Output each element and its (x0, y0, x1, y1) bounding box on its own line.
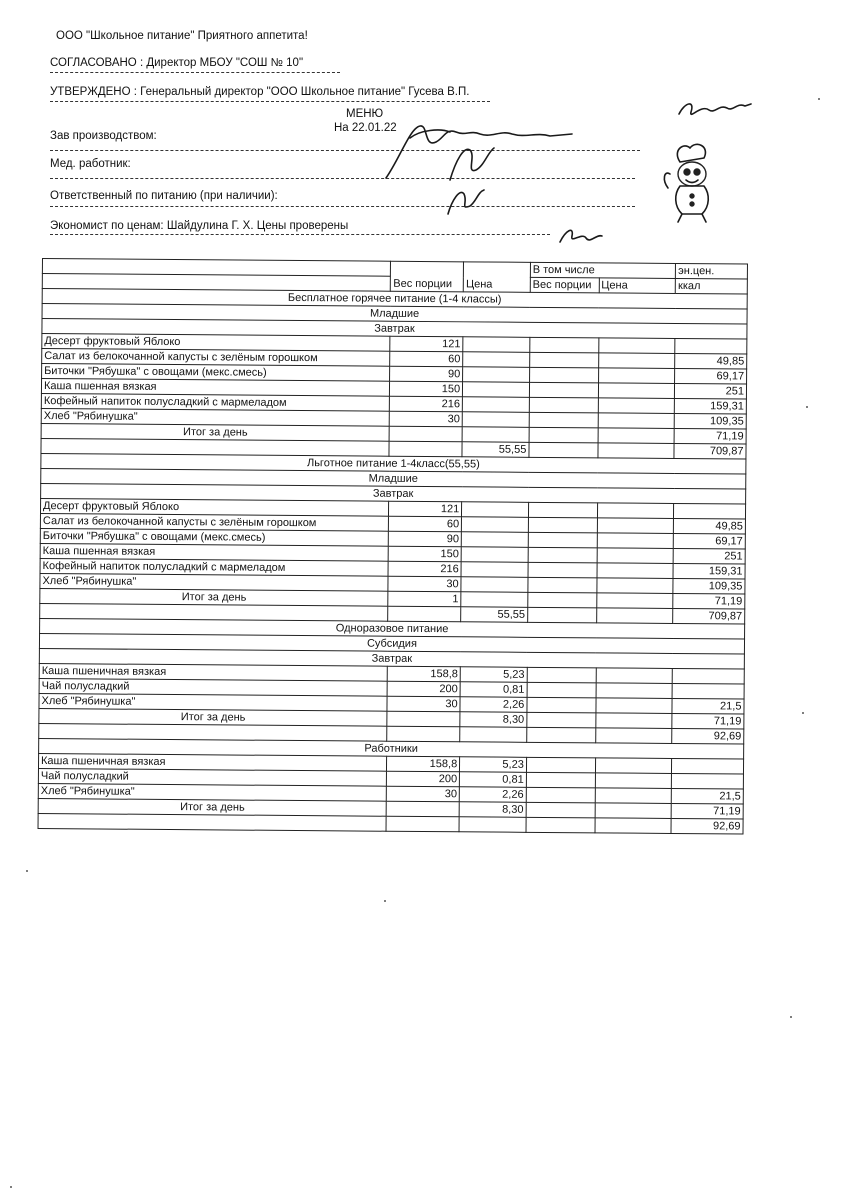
col-incl-header: В том числе (530, 262, 676, 278)
kcal-value: 159,31 (675, 398, 747, 414)
scan-speck (806, 406, 808, 408)
kcal-value (672, 758, 744, 774)
portion-weight: 200 (388, 681, 461, 697)
portion-weight: 121 (390, 336, 463, 352)
kcal-value: 71,19 (671, 803, 743, 819)
section-title: Младшие (42, 304, 747, 325)
incl-price (595, 728, 672, 744)
incl-weight (526, 757, 595, 773)
kcal-value (674, 503, 746, 519)
menu-table (38, 258, 748, 835)
portion-weight: 90 (390, 366, 463, 382)
section-title: Льготное питание 1-4класс(55,55) (41, 453, 746, 474)
kcal-value: 709,87 (673, 608, 745, 624)
company-line: ООО "Школьное питание" Приятного аппетита! (56, 30, 308, 42)
incl-weight (527, 682, 596, 698)
kcal-value: 92,69 (671, 818, 743, 834)
incl-price (595, 758, 672, 774)
incl-weight (529, 427, 598, 443)
dish-name: Салат из белокочанной капусты с зелёным горошком (42, 349, 391, 367)
scan-speck (10, 1186, 12, 1188)
production-head-label: Зав производством: (50, 130, 157, 142)
portion-weight (387, 801, 460, 817)
kcal-value: 92,69 (672, 728, 744, 744)
col-weight-header: Вес порции (391, 261, 464, 292)
incl-price (598, 383, 675, 399)
price-value (463, 352, 530, 368)
incl-price (598, 338, 675, 354)
incl-price (596, 608, 673, 624)
responsible-label: Ответственный по питанию (при наличии): (50, 190, 278, 202)
incl-price (595, 713, 672, 729)
incl-price (595, 788, 672, 804)
incl-weight (530, 337, 599, 353)
dish-name: Каша пшеничная вязкая (39, 663, 388, 681)
incl-weight (528, 562, 597, 578)
dish-name: Чай полусладкий (39, 678, 388, 696)
incl-weight (526, 772, 595, 788)
incl-weight (528, 502, 597, 518)
signature-responsible (440, 180, 490, 220)
section-title: Завтрак (39, 648, 744, 669)
dish-name: Чай полусладкий (38, 768, 387, 786)
section-title: Завтрак (41, 483, 746, 504)
incl-weight (529, 352, 598, 368)
incl-weight (529, 397, 598, 413)
incl-weight (527, 697, 596, 713)
incl-price (597, 533, 674, 549)
incl-weight (528, 517, 597, 533)
kcal-value: 21,5 (671, 788, 743, 804)
dish-name: Каша пшенная вязкая (40, 543, 389, 561)
incl-weight (528, 532, 597, 548)
price-value (461, 547, 528, 563)
price-value: 5,23 (460, 757, 527, 773)
portion-weight: 150 (389, 546, 462, 562)
incl-price (597, 503, 674, 519)
chef-mascot-icon (660, 140, 720, 225)
dish-name: Десерт фруктовый Яблоко (40, 498, 389, 516)
incl-price (598, 368, 675, 384)
scan-speck (790, 1016, 792, 1018)
portion-weight (388, 606, 461, 622)
portion-weight: 158,8 (387, 756, 460, 772)
incl-price (595, 698, 672, 714)
price-value: 55,55 (461, 607, 528, 623)
kcal-value: 49,85 (675, 353, 747, 369)
kcal-value (672, 773, 744, 789)
signature-director (675, 96, 755, 126)
dish-name: Десерт фруктовый Яблоко (42, 334, 391, 352)
price-value (463, 382, 530, 398)
responsible-underline (50, 206, 635, 207)
price-value (461, 592, 528, 608)
kcal-value: 251 (673, 548, 745, 564)
section-title: Младшие (41, 468, 746, 489)
section-title: Бесплатное горячее питание (1-4 классы) (42, 289, 747, 310)
section-title: Работники (39, 738, 744, 759)
incl-price (596, 683, 673, 699)
kcal-value (672, 668, 744, 684)
incl-price (598, 428, 675, 444)
portion-weight: 1 (388, 591, 461, 607)
dish-name: Кофейный напиток полусладкий с мармеладом (40, 558, 389, 576)
incl-price (595, 803, 672, 819)
col-incl-price-header: Цена (599, 278, 676, 294)
dish-name: Биточки "Рябушка" с овощами (мекс.смесь) (42, 364, 391, 382)
kcal-value: 109,35 (673, 578, 745, 594)
price-value: 8,30 (459, 802, 526, 818)
portion-weight: 60 (389, 516, 462, 532)
price-value: 0,81 (460, 682, 527, 698)
price-value (460, 727, 527, 743)
dish-name: Хлеб "Рябинушка" (41, 408, 390, 426)
dish-name: Каша пшенная вязкая (41, 379, 390, 397)
price-value: 55,55 (462, 442, 529, 458)
medic-label: Мед. работник: (50, 158, 131, 170)
scan-speck (802, 712, 804, 714)
dish-name: Хлеб "Рябинушка" (39, 693, 388, 711)
portion-weight: 200 (387, 771, 460, 787)
dish-name: Хлеб "Рябинушка" (38, 783, 387, 801)
incl-weight (529, 367, 598, 383)
price-value (461, 562, 528, 578)
price-value (463, 337, 530, 353)
portion-weight (386, 816, 459, 832)
portion-weight: 216 (390, 396, 463, 412)
dish-name: Биточки "Рябушка" с овощами (мекс.смесь) (40, 528, 389, 546)
price-value: 2,26 (460, 697, 527, 713)
price-value: 0,81 (460, 772, 527, 788)
portion-weight (387, 726, 460, 742)
price-value (462, 517, 529, 533)
price-value (462, 502, 529, 518)
col-kcal-header-2: ккал (675, 278, 747, 294)
total-label: Итог за день (41, 423, 390, 441)
total-label: Итог за день (39, 708, 388, 726)
kcal-value: 71,19 (672, 713, 744, 729)
kcal-value: 69,17 (675, 368, 747, 384)
price-value (463, 367, 530, 383)
incl-price (598, 413, 675, 429)
price-value: 5,23 (460, 667, 527, 683)
portion-weight: 30 (387, 696, 460, 712)
portion-weight (387, 711, 460, 727)
price-value: 8,30 (460, 712, 527, 728)
incl-weight (529, 382, 598, 398)
kcal-value (675, 338, 747, 354)
col-price-header: Цена (463, 262, 530, 293)
dish-name: Кофейный напиток полусладкий с мармеладом (41, 393, 390, 411)
incl-weight (528, 592, 597, 608)
incl-weight (529, 442, 598, 458)
signature-economist (556, 222, 606, 250)
menu-title: МЕНЮ (346, 108, 384, 120)
kcal-value: 709,87 (674, 443, 746, 459)
col-incl-weight-header: Вес порции (530, 277, 599, 293)
incl-weight (529, 412, 598, 428)
total-label: Итог за день (38, 798, 387, 816)
portion-weight: 158,8 (388, 666, 461, 682)
incl-price (595, 773, 672, 789)
scan-speck (26, 870, 28, 872)
section-title: Субсидия (39, 633, 744, 654)
incl-price (597, 548, 674, 564)
dish-name: Хлеб "Рябинушка" (40, 573, 389, 591)
menu-date: На 22.01.22 (334, 122, 397, 134)
incl-weight (527, 727, 596, 743)
kcal-value: 71,19 (674, 428, 746, 444)
kcal-value: 49,85 (674, 518, 746, 534)
incl-weight (528, 577, 597, 593)
incl-weight (526, 787, 595, 803)
approved-line: УТВЕРЖДЕНО : Генеральный директор "ООО Школьное питание" Гусева В.П. (50, 86, 470, 98)
agreed-underline (50, 72, 340, 73)
incl-weight (527, 667, 596, 683)
portion-weight (389, 441, 462, 457)
kcal-value: 251 (675, 383, 747, 399)
incl-weight (526, 802, 595, 818)
incl-weight (526, 817, 595, 833)
incl-weight (527, 712, 596, 728)
incl-price (597, 443, 674, 459)
kcal-value: 159,31 (673, 563, 745, 579)
incl-weight (527, 607, 596, 623)
price-value (462, 397, 529, 413)
section-title: Одноразовое питание (40, 618, 745, 639)
incl-price (598, 398, 675, 414)
section-title: Завтрак (42, 319, 747, 340)
portion-weight: 30 (387, 786, 460, 802)
incl-price (596, 578, 673, 594)
portion-weight: 90 (389, 531, 462, 547)
price-value (462, 412, 529, 428)
portion-weight: 121 (389, 501, 462, 517)
incl-price (597, 518, 674, 534)
incl-price (598, 353, 675, 369)
portion-weight (390, 426, 463, 442)
kcal-value: 109,35 (674, 413, 746, 429)
price-value: 2,26 (459, 787, 526, 803)
dish-name (38, 813, 387, 831)
price-value (461, 532, 528, 548)
portion-weight: 30 (388, 576, 461, 592)
approved-underline (50, 101, 490, 102)
portion-weight: 216 (388, 561, 461, 577)
price-value (461, 577, 528, 593)
scan-speck (818, 98, 820, 100)
incl-price (596, 668, 673, 684)
portion-weight: 150 (390, 381, 463, 397)
kcal-value (672, 683, 744, 699)
incl-price (597, 563, 674, 579)
signature-medic (440, 140, 500, 185)
kcal-value: 69,17 (673, 533, 745, 549)
dish-name: Каша пшеничная вязкая (38, 753, 387, 771)
col-kcal-header-1: эн.цен. (676, 263, 748, 279)
economist-label: Экономист по ценам: Шайдулина Г. Х. Цены проверены (50, 220, 349, 232)
price-value (459, 817, 526, 833)
agreed-line: СОГЛАСОВАНО : Директор МБОУ "СОШ № 10" (50, 57, 304, 69)
dish-name: Салат из белокочанной капусты с зелёным горошком (40, 513, 389, 531)
kcal-value: 71,19 (673, 593, 745, 609)
portion-weight: 30 (390, 411, 463, 427)
total-label: Итог за день (40, 588, 389, 606)
kcal-value: 21,5 (672, 698, 744, 714)
price-value (462, 427, 529, 443)
scan-speck (384, 900, 386, 902)
incl-price (595, 818, 672, 834)
portion-weight: 60 (390, 351, 463, 367)
economist-underline (50, 234, 550, 235)
incl-weight (528, 547, 597, 563)
incl-price (596, 593, 673, 609)
